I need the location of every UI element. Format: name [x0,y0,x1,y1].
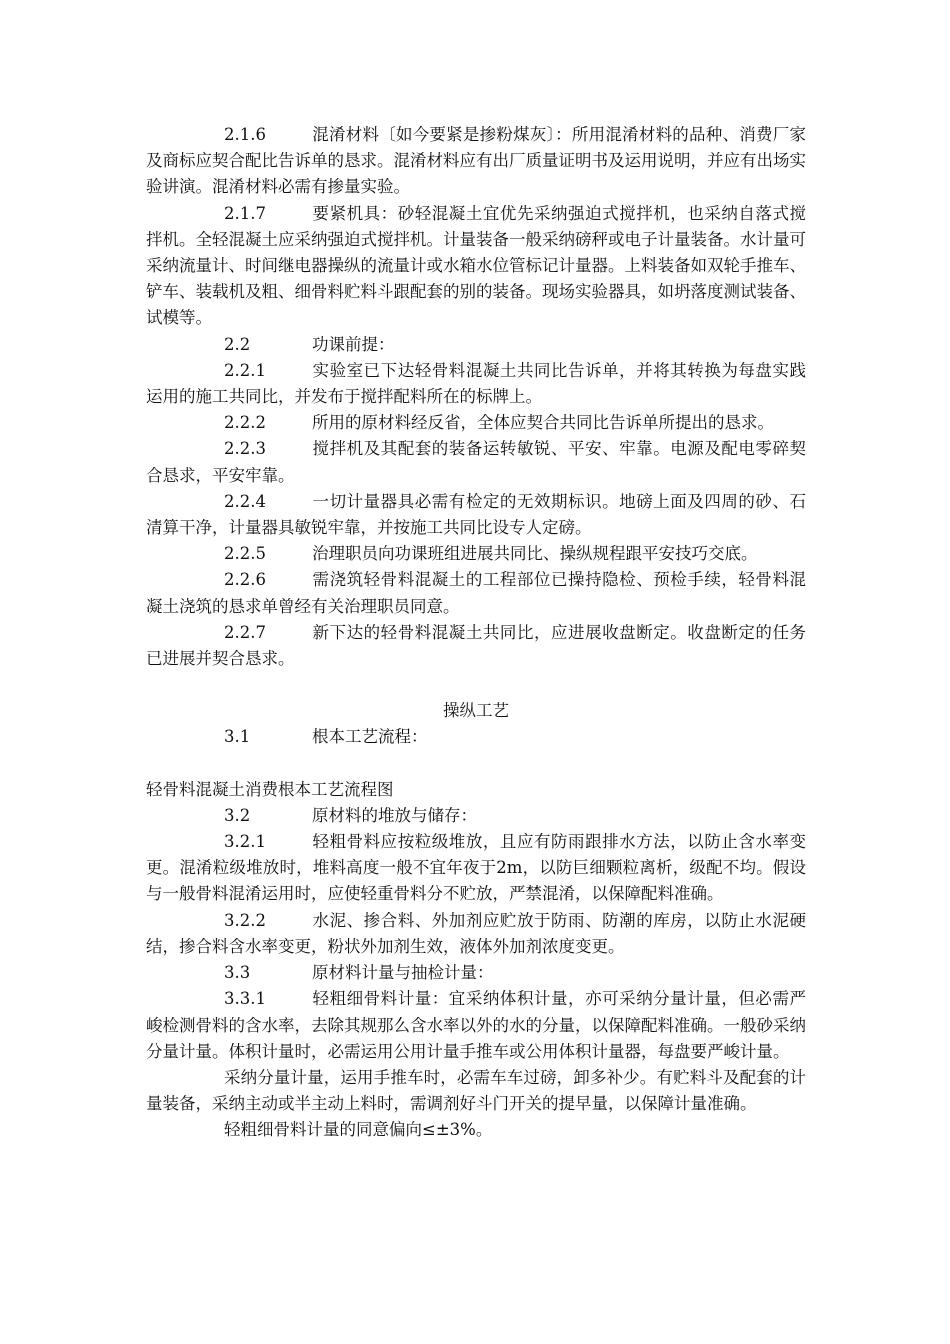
paragraph [146,489,806,541]
clause-number: 3.2 [224,805,251,825]
paragraph [146,201,806,332]
clause-number: 2.1.7 [224,203,266,223]
section-heading: 操纵工艺 [443,701,509,721]
clause-text: 治理职员向功课班组进展共同比、操纵规程跟平安技巧交底。 [312,544,758,564]
paragraph [146,908,806,960]
paragraph [146,803,806,829]
paragraph: 轻粗细骨料计量的同意偏向≤±3%。 [224,1120,493,1140]
clause-number: 3.3.1 [224,989,266,1009]
paragraph [146,436,806,488]
figure-caption: 轻骨料混凝土消费根本工艺流程图 [146,779,394,799]
clause-number: 2.2.1 [224,360,266,380]
paragraph [146,332,806,358]
clause-number: 3.1 [224,727,251,747]
paragraph [146,829,806,908]
clause-number: 2.2.3 [224,439,266,459]
clause-number: 2.2 [224,334,251,354]
clause-number: 2.2.4 [224,491,266,511]
clause-number: 2.2.2 [224,413,266,433]
clause-number: 2.2.5 [224,544,266,564]
clause-number: 2.2.7 [224,622,266,642]
clause-text: 所用的原材料经反省，全体应契合共同比告诉单所提出的恳求。 [312,413,774,433]
paragraph [146,541,806,567]
paragraph [146,986,806,1065]
clause-text: 功课前提： [312,334,395,354]
paragraph [146,724,806,750]
clause-text: 原材料的堆放与储存： [312,805,477,825]
clause-text: 需浇筑轻骨料混凝土的工程部位已操持隐检、预检手续，轻骨料混凝土浇筑的恳求单曾经有关治理职员同意。 [146,570,806,616]
clause-text: 要紧机具：砂轻混凝土宜优先采纳强迫式搅拌机，也采纳自落式搅拌机。全轻混凝土应采纳强迫式搅拌机。计量装备一般采纳磅秤或电子计量装备。水计量可采纳流量计、时间继电器操纵的流量计或水箱水位管标记计量器。上料装备如双轮手推车、铲车、装载机及粗、细骨料贮料斗跟配套的别的装备。现场实验器具，如坍落度测试装备、试模等。 [146,203,806,328]
paragraph [146,960,806,986]
paragraph [146,122,806,201]
clause-text: 新下达的轻骨料混凝土共同比，应进展收盘断定。收盘断定的任务已进展并契合恳求。 [146,622,806,669]
clause-text: 轻粗骨料应按粒级堆放，且应有防雨跟排水方法，以防止含水率变更。混淆粒级堆放时，堆料高度一般不宜年夜于2m，以防巨细颗粒离析，级配不均。假设与一般骨料混淆运用时，应使轻重骨料分不贮放，严禁混淆，以保障配料准确。 [146,832,806,904]
paragraph [146,410,806,436]
paragraph [146,358,806,410]
clause-text: 混淆材料〔如今要紧是掺粉煤灰〕：所用混淆材料的品种、消费厂家及商标应契合配比告诉单的恳求。混淆材料应有出厂质量证明书及运用说明，并应有出场实验讲演。混淆材料必需有掺量实验。 [146,125,806,197]
clause-text: 水泥、掺合料、外加剂应贮放于防雨、防潮的库房，以防止水泥硬结，掺合料含水率变更，粉状外加剂生效，液体外加剂浓度变更。 [146,910,806,956]
clause-text: 一切计量器具必需有检定的无效期标识。地磅上面及四周的砂、石清算干净，计量器具敏锐牢靠，并按施工共同比设专人定磅。 [146,491,806,538]
paragraph [146,567,806,619]
clause-text: 实验室已下达轻骨料混凝土共同比告诉单，并将其转换为每盘实践运用的施工共同比，并发布于搅拌配料所在的标牌上。 [146,360,806,407]
clause-text: 轻粗细骨料计量：宜采纳体积计量，亦可采纳分量计量，但必需严峻检测骨料的含水率，去除其规那么含水率以外的水的分量，以保障配料准确。一般砂采纳分量计量。体积计量时，必需运用公用计量手推车或公用体积计量器，每盘要严峻计量。 [146,989,806,1061]
clause-text: 根本工艺流程： [312,727,428,747]
clause-number: 2.1.6 [224,125,266,144]
document-page [146,122,806,1144]
clause-text: 搅拌机及其配套的装备运转敏锐、平安、牢靠。电源及配电零碎契合恳求，平安牢靠。 [146,439,806,485]
clause-number: 2.2.6 [224,570,266,590]
clause-text: 原材料计量与抽检计量： [312,963,494,983]
paragraph [146,620,806,672]
clause-number: 3.3 [224,963,251,983]
clause-number: 3.2.1 [224,832,266,852]
clause-number: 3.2.2 [224,910,266,930]
spacer [146,672,806,698]
figure-placeholder [146,751,806,777]
paragraph: 采纳分量计量，运用手推车时，必需车车过磅，卸多补少。有贮料斗及配套的计量装备，采纳主动或半主动上料时，需调剂好斗门开关的提早量，以保障计量准确。 [146,1067,806,1114]
